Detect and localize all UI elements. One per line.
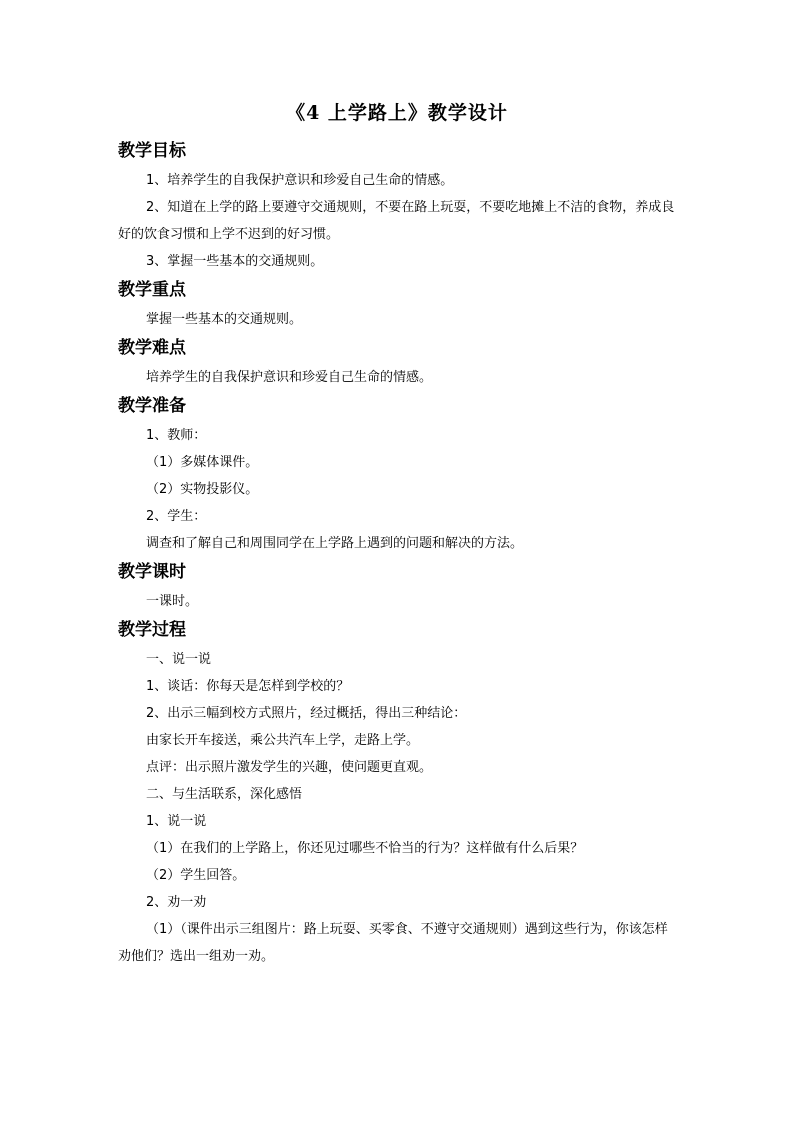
- section-heading-key-points: 教学重点: [118, 280, 186, 300]
- paragraph: 1、培养学生的自我保护意识和珍爱自己生命的情感。: [146, 173, 454, 188]
- section-heading-process: 教学过程: [118, 620, 186, 640]
- paragraph: 2、知道在上学的路上要遵守交通规则，不要在路上玩耍，不要吃地摊上不洁的食物，养成良好的饮食习惯和上学不迟到的好习惯。: [118, 200, 675, 242]
- paragraph: 掌握一些基本的交通规则。: [146, 312, 303, 327]
- paragraph: 2、学生：: [146, 509, 207, 524]
- paragraph: 培养学生的自我保护意识和珍爱自己生命的情感。: [146, 370, 433, 385]
- paragraph: 点评：出示照片激发学生的兴趣，使问题更直观。: [146, 760, 433, 775]
- paragraph: 2、劝一劝: [146, 895, 207, 910]
- section-heading-class-hours: 教学课时: [118, 562, 186, 582]
- paragraph: （1）多媒体课件。: [146, 455, 259, 470]
- paragraph: （1）在我们的上学路上，你还见过哪些不恰当的行为？这样做有什么后果？: [146, 841, 584, 856]
- paragraph: 2、出示三幅到校方式照片，经过概括，得出三种结论：: [146, 706, 467, 721]
- paragraph: 1、教师：: [146, 428, 207, 443]
- paragraph: 调查和了解自己和周围同学在上学路上遇到的问题和解决的方法。: [146, 536, 524, 551]
- section-heading-objectives: 教学目标: [118, 141, 186, 161]
- paragraph: 一、说一说: [146, 652, 212, 667]
- paragraph: 1、说一说: [146, 814, 207, 829]
- section-heading-difficulties: 教学难点: [118, 338, 186, 358]
- paragraph: 由家长开车接送，乘公共汽车上学，走路上学。: [146, 733, 420, 748]
- paragraph: 1、谈话：你每天是怎样到学校的？: [146, 679, 350, 694]
- paragraph: （1）（课件出示三组图片：路上玩耍、买零食、不遵守交通规则）遇到这些行为，你该怎样劝他们？选出一组劝一劝。: [118, 922, 668, 964]
- paragraph: 二、与生活联系，深化感悟: [146, 787, 303, 802]
- document-body: [118, 136, 678, 970]
- paragraph: 3、掌握一些基本的交通规则。: [146, 254, 324, 269]
- section-heading-preparation: 教学准备: [118, 396, 186, 416]
- paragraph: （2）学生回答。: [146, 868, 246, 883]
- paragraph: （2）实物投影仪。: [146, 482, 259, 497]
- paragraph: 一课时。: [146, 594, 199, 609]
- document-title: 《4 上学路上》教学设计: [286, 102, 508, 124]
